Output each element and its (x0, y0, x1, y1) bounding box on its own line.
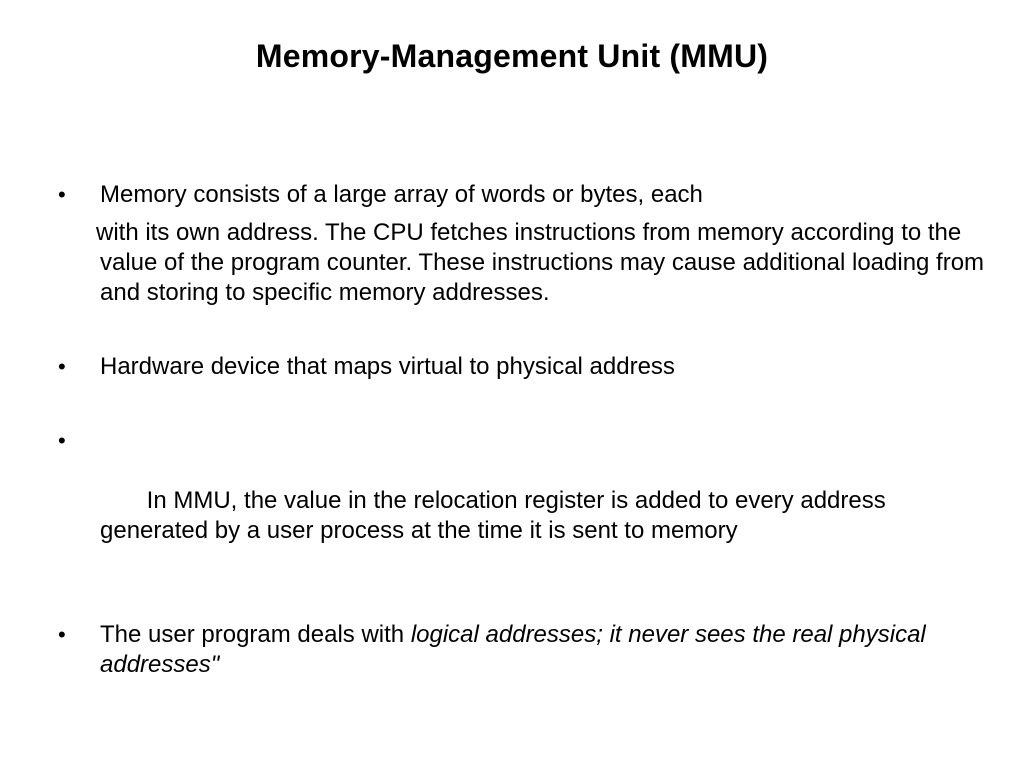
bullet-dot-icon: • (58, 428, 66, 453)
bullet-dot-icon: • (58, 622, 66, 647)
bullet-text: In MMU, the value in the relocation register is added to every address generated by a user process at the time it is sent to memory (100, 487, 893, 544)
bullet-text-italic: logical addresses; it never sees the real physical addresses" (100, 621, 926, 678)
bullet-dot-icon: • (58, 182, 66, 207)
bullet-text-line1: Memory consists of a large array of words or bytes, each (100, 181, 703, 208)
slide-title: Memory-Management Unit (MMU) (255, 38, 769, 74)
bullet-item-logical-addresses (58, 620, 988, 680)
bullet-item-hardware (58, 352, 988, 382)
bullet-text-continuation: with its own address. The CPU fetches instructions from memory according to the value of the program counter. These instructions may cause additional loading from and storing to specific memory addresses. (96, 219, 985, 306)
bullet-dot-icon: • (58, 354, 66, 379)
bullet-list (58, 180, 988, 724)
bullet-text-plain: The user program deals with (100, 621, 411, 648)
bullet-text: Hardware device that maps virtual to physical address (100, 353, 675, 380)
bullet-item-relocation (58, 426, 988, 576)
bullet-item-memory (58, 180, 988, 308)
